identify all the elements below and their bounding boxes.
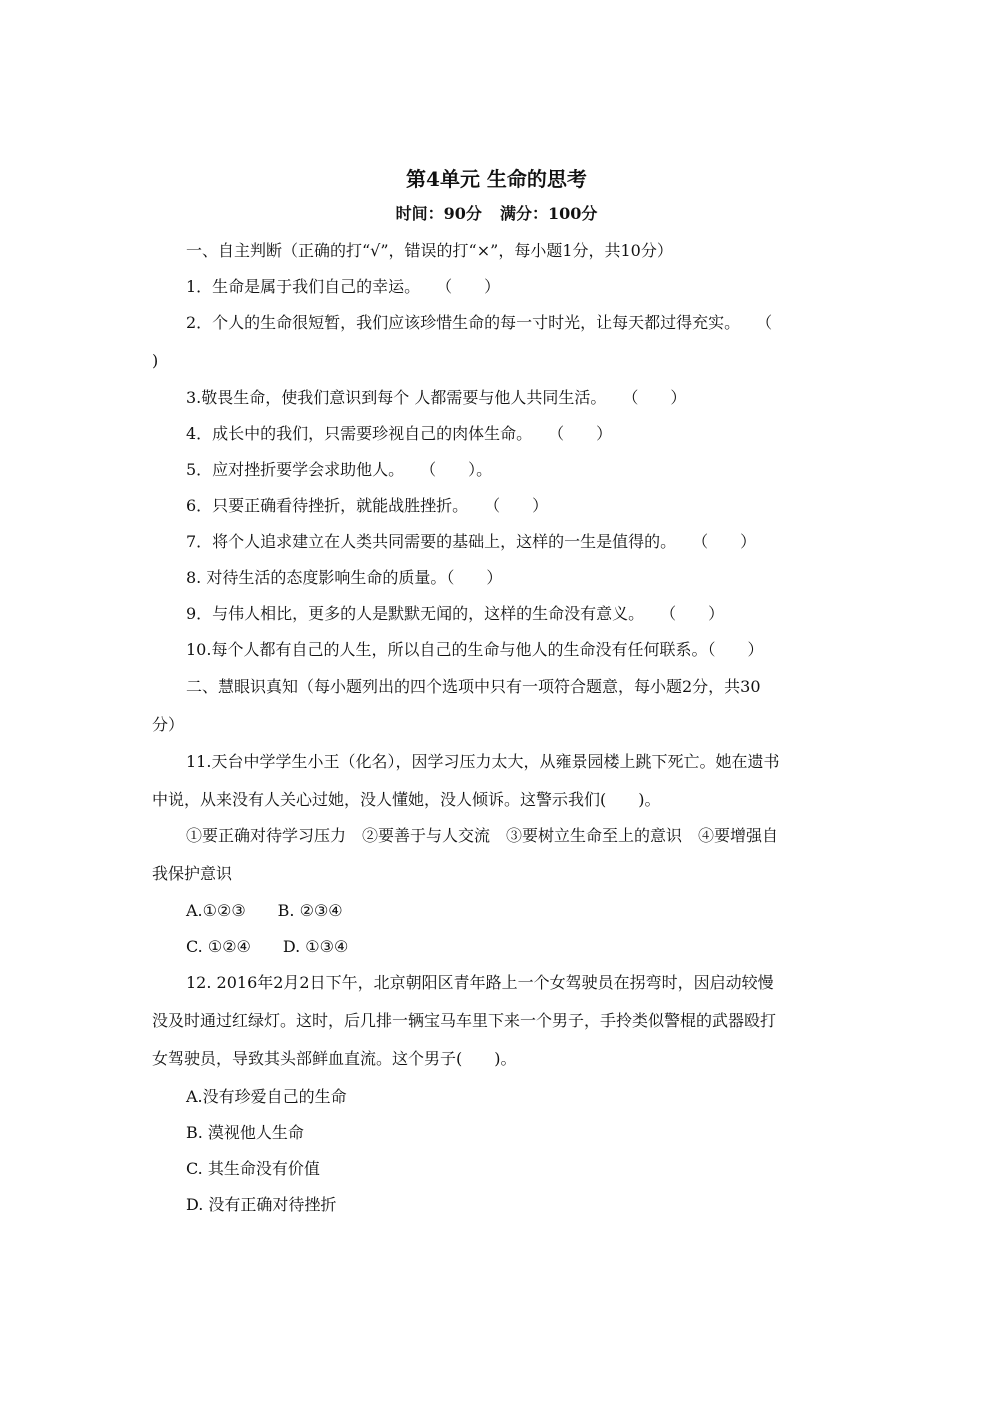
q12-stem-cont-1: 没及时通过红绿灯。这时，后几排一辆宝马车里下来一个男子，手拎类似警棍的武器殴打 bbox=[152, 1011, 777, 1030]
judge-item-3: 3.敬畏生命，使我们意识到每个 人都需要与他人共同生活。 （ ） bbox=[186, 388, 687, 407]
judge-item-1: 1．生命是属于我们自己的幸运。 （ ） bbox=[186, 277, 501, 296]
q11-options-ab: A.①②③ B. ②③④ bbox=[186, 901, 343, 920]
q12-option-c: C. 其生命没有价值 bbox=[186, 1159, 320, 1178]
section2-heading: 二、慧眼识真知（每小题列出的四个选项中只有一项符合题意，每小题2分，共30 bbox=[186, 677, 761, 696]
q12-stem: 12. 2016年2月2日下午，北京朝阳区青年路上一个女驾驶员在拐弯时，因启动较慢 bbox=[186, 973, 774, 992]
judge-item-2-cont: ) bbox=[152, 351, 159, 370]
judge-item-9: 9．与伟人相比，更多的人是默默无闻的，这样的生命没有意义。 （ ） bbox=[186, 604, 725, 623]
q12-option-a: A.没有珍爱自己的生命 bbox=[186, 1087, 347, 1106]
exam-info bbox=[0, 204, 993, 224]
q12-option-b: B. 漠视他人生命 bbox=[186, 1123, 304, 1142]
judge-item-4: 4．成长中的我们，只需要珍视自己的肉体生命。 （ ） bbox=[186, 424, 613, 443]
q11-options-cd: C. ①②④ D. ①③④ bbox=[186, 937, 349, 956]
section2-heading-cont: 分） bbox=[152, 715, 185, 734]
judge-item-6: 6．只要正确看待挫折，就能战胜挫折。 （ ） bbox=[186, 496, 549, 515]
q12-stem-cont-2: 女驾驶员，导致其头部鲜血直流。这个男子( )。 bbox=[152, 1049, 517, 1068]
judge-item-8: 8. 对待生活的态度影响生命的质量。（ ） bbox=[186, 568, 503, 587]
page-title: 第4单元 生命的思考 bbox=[406, 167, 587, 191]
time-limit: 时间：90分 bbox=[395, 204, 482, 223]
full-score: 满分：100分 bbox=[499, 204, 598, 223]
q11-stem-cont: 中说，从来没有人关心过她，没人懂她，没人倾诉。这警示我们( )。 bbox=[152, 790, 661, 809]
judge-item-10: 10.每个人都有自己的人生，所以自己的生命与他人的生命没有任何联系。（ ） bbox=[186, 640, 764, 659]
judge-item-2: 2．个人的生命很短暂，我们应该珍惜生命的每一寸时光，让每天都过得充实。 （ bbox=[186, 313, 773, 332]
judge-item-7: 7．将个人追求建立在人类共同需要的基础上，这样的一生是值得的。 （ ） bbox=[186, 532, 757, 551]
judge-item-5: 5．应对挫折要学会求助他人。 （ ）。 bbox=[186, 460, 493, 479]
section1-heading: 一、自主判断（正确的打“√”，错误的打“×”，每小题1分，共10分） bbox=[186, 241, 673, 260]
q11-statements: ①要正确对待学习压力 ②要善于与人交流 ③要树立生命至上的意识 ④要增强自 bbox=[186, 826, 779, 845]
q12-option-d: D. 没有正确对待挫折 bbox=[186, 1195, 337, 1214]
q11-statements-cont: 我保护意识 bbox=[152, 864, 233, 883]
q11-stem: 11.天台中学学生小王（化名），因学习压力太大，从雍景园楼上跳下死亡。她在遗书 bbox=[186, 752, 780, 771]
